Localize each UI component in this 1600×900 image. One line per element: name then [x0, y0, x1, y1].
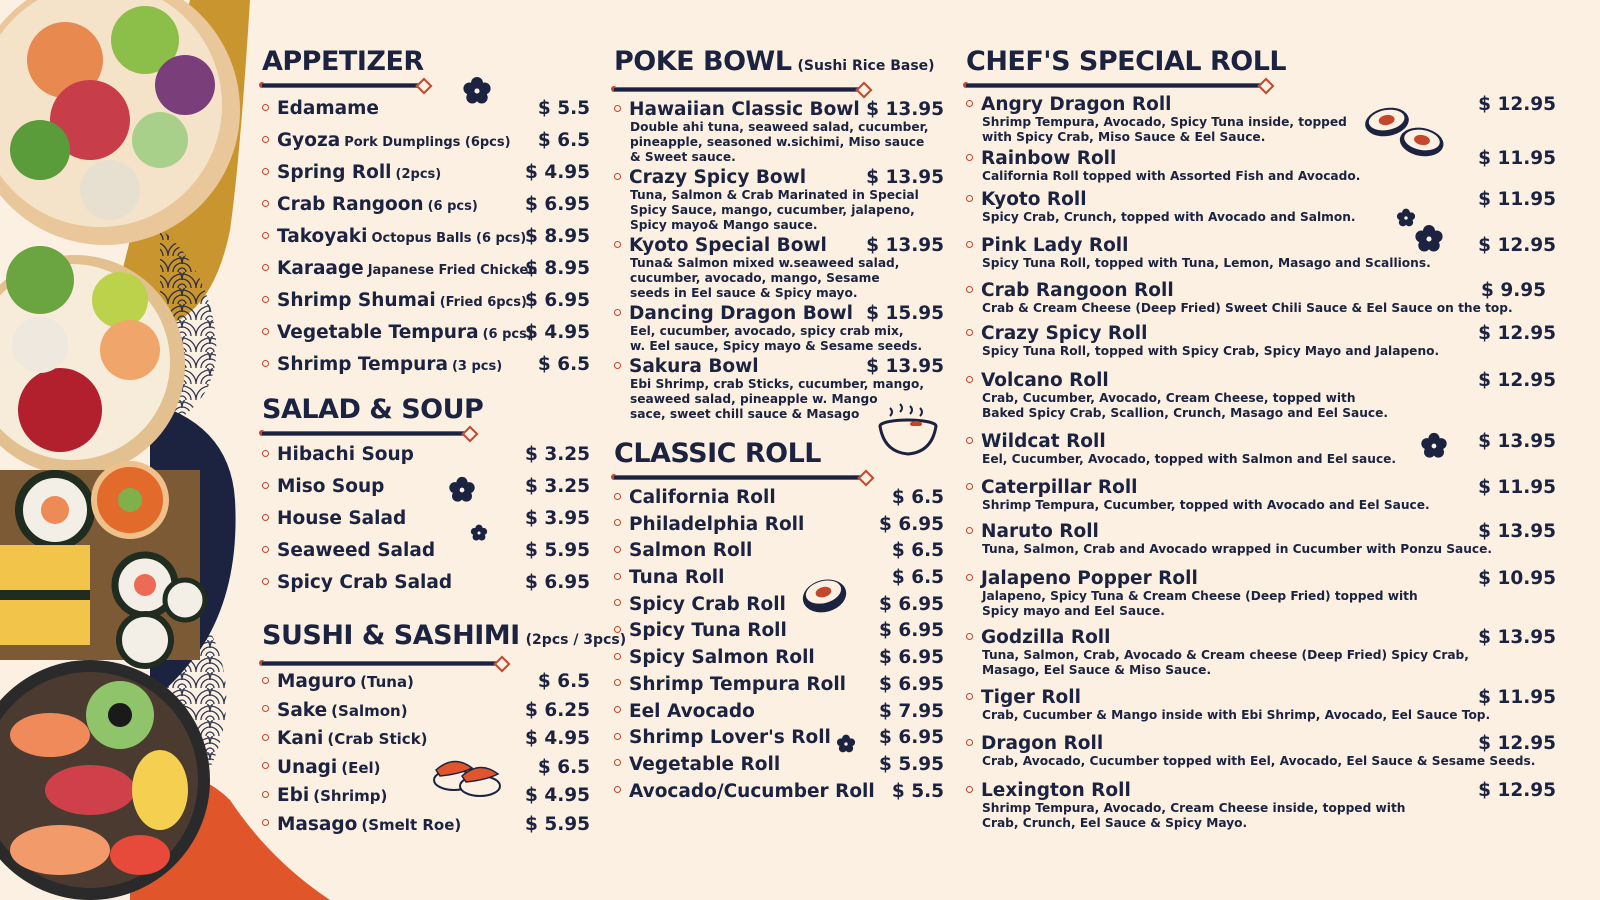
section-poke-bowl: [614, 46, 944, 422]
menu-item: Masago (Smelt Roe) $ 5.95: [262, 813, 590, 842]
menu-item: Sakura Bowl $ 13.95 Ebi Shrimp, crab Sticks, cucumber, mango, seaweed salad, pineapple w. Mango sace, sweet chill sauce & Masago: [614, 356, 944, 422]
menu-item: Spicy Tuna Roll $ 6.95: [614, 618, 944, 645]
menu-item: Gyoza Pork Dumplings (6pcs) $ 6.5: [262, 128, 590, 160]
menu-item: Crazy Spicy Bowl $ 13.95 Tuna, Salmon & Crab Marinated in Special Spicy Sauce, mango, cucumber, jalapeno, Spicy mayo& Mango sauce.: [614, 167, 944, 233]
sakura-flower-icon: [470, 524, 488, 542]
menu-item: Rainbow Roll $ 11.95 California Roll topped with Assorted Fish and Avocado.: [966, 148, 1556, 189]
menu-item: Dancing Dragon Bowl $ 15.95 Eel, cucumber, avocado, spicy crab mix, w. Eel sauce, Spicy mayo & Sesame seeds.: [614, 303, 944, 354]
menu-item: Naruto Roll $ 13.95 Tuna, Salmon, Crab and Avocado wrapped in Cucumber with Ponzu Sauce.: [966, 521, 1556, 568]
menu-item: Crab Rangoon (6 pcs) $ 6.95: [262, 192, 590, 224]
menu-item: Spicy Crab Salad $ 6.95: [262, 570, 590, 602]
sakura-flower-icon: [1414, 224, 1444, 254]
section-title: SUSHI & SASHIMI (2pcs / 3pcs): [262, 620, 627, 651]
menu-item: Volcano Roll $ 12.95 Crab, Cucumber, Avocado, Cream Cheese, topped with Baked Spicy Crab, Scallion, Crunch, Masago and Eel Sauce.: [966, 370, 1556, 431]
section-title: APPETIZER: [262, 46, 424, 77]
menu-item: Crab Rangoon Roll $ 9.95 Crab & Cream Cheese (Deep Fried) Sweet Chili Sauce & Eel Sauce on the top.: [966, 280, 1556, 323]
menu-item: Dragon Roll $ 12.95 Crab, Avocado, Cucumber topped with Eel, Avocado, Eel Sauce & Sesame Seeds.: [966, 733, 1556, 780]
section-title: SALAD & SOUP: [262, 394, 484, 425]
chopstick-divider: [614, 472, 876, 482]
menu-item: Caterpillar Roll $ 11.95 Shrimp Tempura, Cucumber, topped with Avocado and Eel Sauce.: [966, 477, 1556, 521]
chopstick-divider: [262, 428, 480, 438]
menu-item: Hibachi Soup $ 3.25: [262, 442, 590, 474]
menu-item: Eel Avocado $ 7.95: [614, 699, 944, 726]
section-appetizer: [262, 46, 590, 384]
menu-item: Spicy Crab Roll $ 6.95: [614, 592, 944, 619]
menu-item: Shrimp Tempura Roll $ 6.95: [614, 672, 944, 699]
menu-item: Wildcat Roll $ 13.95 Eel, Cucumber, Avocado, topped with Salmon and Eel sauce.: [966, 431, 1556, 477]
menu-item: Kyoto Special Bowl $ 13.95 Tuna& Salmon mixed w.seaweed salad, cucumber, avocado, mango, Sesame seeds in Eel sauce & Spicy mayo.: [614, 235, 944, 301]
chopstick-divider: [262, 80, 434, 90]
menu-item: Hawaiian Classic Bowl $ 13.95 Double ahi tuna, seaweed salad, cucumber, pineapple, seasoned w.sichimi, Miso sauce & Sweet sauce.: [614, 99, 944, 165]
chopstick-divider: [614, 84, 874, 94]
menu-item: Philadelphia Roll $ 6.95: [614, 512, 944, 539]
menu-item: Spicy Salmon Roll $ 6.95: [614, 645, 944, 672]
sakura-flower-icon: [836, 734, 856, 754]
sakura-flower-icon: [1396, 208, 1416, 228]
menu-item: Avocado/Cucumber Roll $ 5.5: [614, 779, 944, 806]
menu-item: Vegetable Tempura (6 pcs) $ 4.95: [262, 320, 590, 352]
menu-item: Tuna Roll $ 6.5: [614, 565, 944, 592]
section-chefs-special-roll: [966, 46, 1556, 831]
menu-item: Takoyaki Octopus Balls (6 pcs) $ 8.95: [262, 224, 590, 256]
menu-item: California Roll $ 6.5: [614, 485, 944, 512]
menu-item: Vegetable Roll $ 5.95: [614, 752, 944, 779]
noodle-bowl-icon: [876, 402, 940, 460]
menu-item: Karaage Japanese Fried Chicken $ 8.95: [262, 256, 590, 288]
chopstick-divider: [966, 80, 1276, 90]
menu-item: Tiger Roll $ 11.95 Crab, Cucumber & Mango inside with Ebi Shrimp, Avocado, Eel Sauce Top.: [966, 687, 1556, 733]
menu-item: Shrimp Shumai (Fried 6pcs) $ 6.95: [262, 288, 590, 320]
section-classic-roll: [614, 438, 944, 805]
menu-item: Unagi (Eel) $ 6.5: [262, 756, 590, 785]
menu-item: Kyoto Roll $ 11.95 Spicy Crab, Crunch, topped with Avocado and Salmon.: [966, 189, 1556, 235]
section-title: POKE BOWL (Sushi Rice Base): [614, 46, 935, 77]
menu-item: Seaweed Salad $ 5.95: [262, 538, 590, 570]
menu-item: Ebi (Shrimp) $ 4.95: [262, 784, 590, 813]
section-title: CHEF'S SPECIAL ROLL: [966, 46, 1287, 77]
sakura-flower-icon: [448, 476, 476, 504]
menu-item: Shrimp Lover's Roll $ 6.95: [614, 725, 944, 752]
section-sushi-sashimi: [262, 620, 627, 841]
menu-item: Edamame $ 5.5: [262, 96, 590, 128]
menu-item: Kani (Crab Stick) $ 4.95: [262, 727, 590, 756]
menu-item: Crazy Spicy Roll $ 12.95 Spicy Tuna Roll, topped with Spicy Crab, Spicy Mayo and Jalapeno.: [966, 323, 1556, 370]
menu-item: Angry Dragon Roll $ 12.95 Shrimp Tempura, Avocado, Spicy Tuna inside, topped with Spicy Crab, Miso Sauce & Eel Sauce.: [966, 94, 1556, 148]
menu-item: Jalapeno Popper Roll $ 10.95 Jalapeno, Spicy Tuna & Cream Cheese (Deep Fried) topped with Spicy mayo and Eel Sauce.: [966, 568, 1556, 627]
shrimp-nigiri-icon: [430, 746, 504, 800]
menu-item: Sake (Salmon) $ 6.25: [262, 699, 590, 728]
menu-item: Miso Soup $ 3.25: [262, 474, 590, 506]
menu-item: Shrimp Tempura (3 pcs) $ 6.5: [262, 352, 590, 384]
menu-item: Pink Lady Roll $ 12.95 Spicy Tuna Roll, topped with Tuna, Lemon, Masago and Scallions.: [966, 235, 1556, 280]
menu-item: House Salad $ 3.95: [262, 506, 590, 538]
chopstick-divider: [262, 658, 512, 668]
menu-item: Godzilla Roll $ 13.95 Tuna, Salmon, Crab, Avocado & Cream cheese (Deep Fried) Spicy Crab, Masago, Eel Sauce & Miso Sauce.: [966, 627, 1556, 687]
menu-item: Maguro (Tuna) $ 6.5: [262, 670, 590, 699]
section-title: CLASSIC ROLL: [614, 438, 822, 469]
section-salad-soup: [262, 394, 590, 602]
sakura-flower-icon: [462, 76, 492, 106]
sushi-roll-icon: [800, 572, 848, 616]
menu-item: Salmon Roll $ 6.5: [614, 538, 944, 565]
sushi-roll-icon: [1362, 100, 1452, 164]
menu-item: Spring Roll (2pcs) $ 4.95: [262, 160, 590, 192]
sakura-flower-icon: [1420, 432, 1448, 460]
menu-item: Lexington Roll $ 12.95 Shrimp Tempura, Avocado, Cream Cheese inside, topped with Crab, Crunch, Eel Sauce & Spicy Mayo.: [966, 780, 1556, 831]
